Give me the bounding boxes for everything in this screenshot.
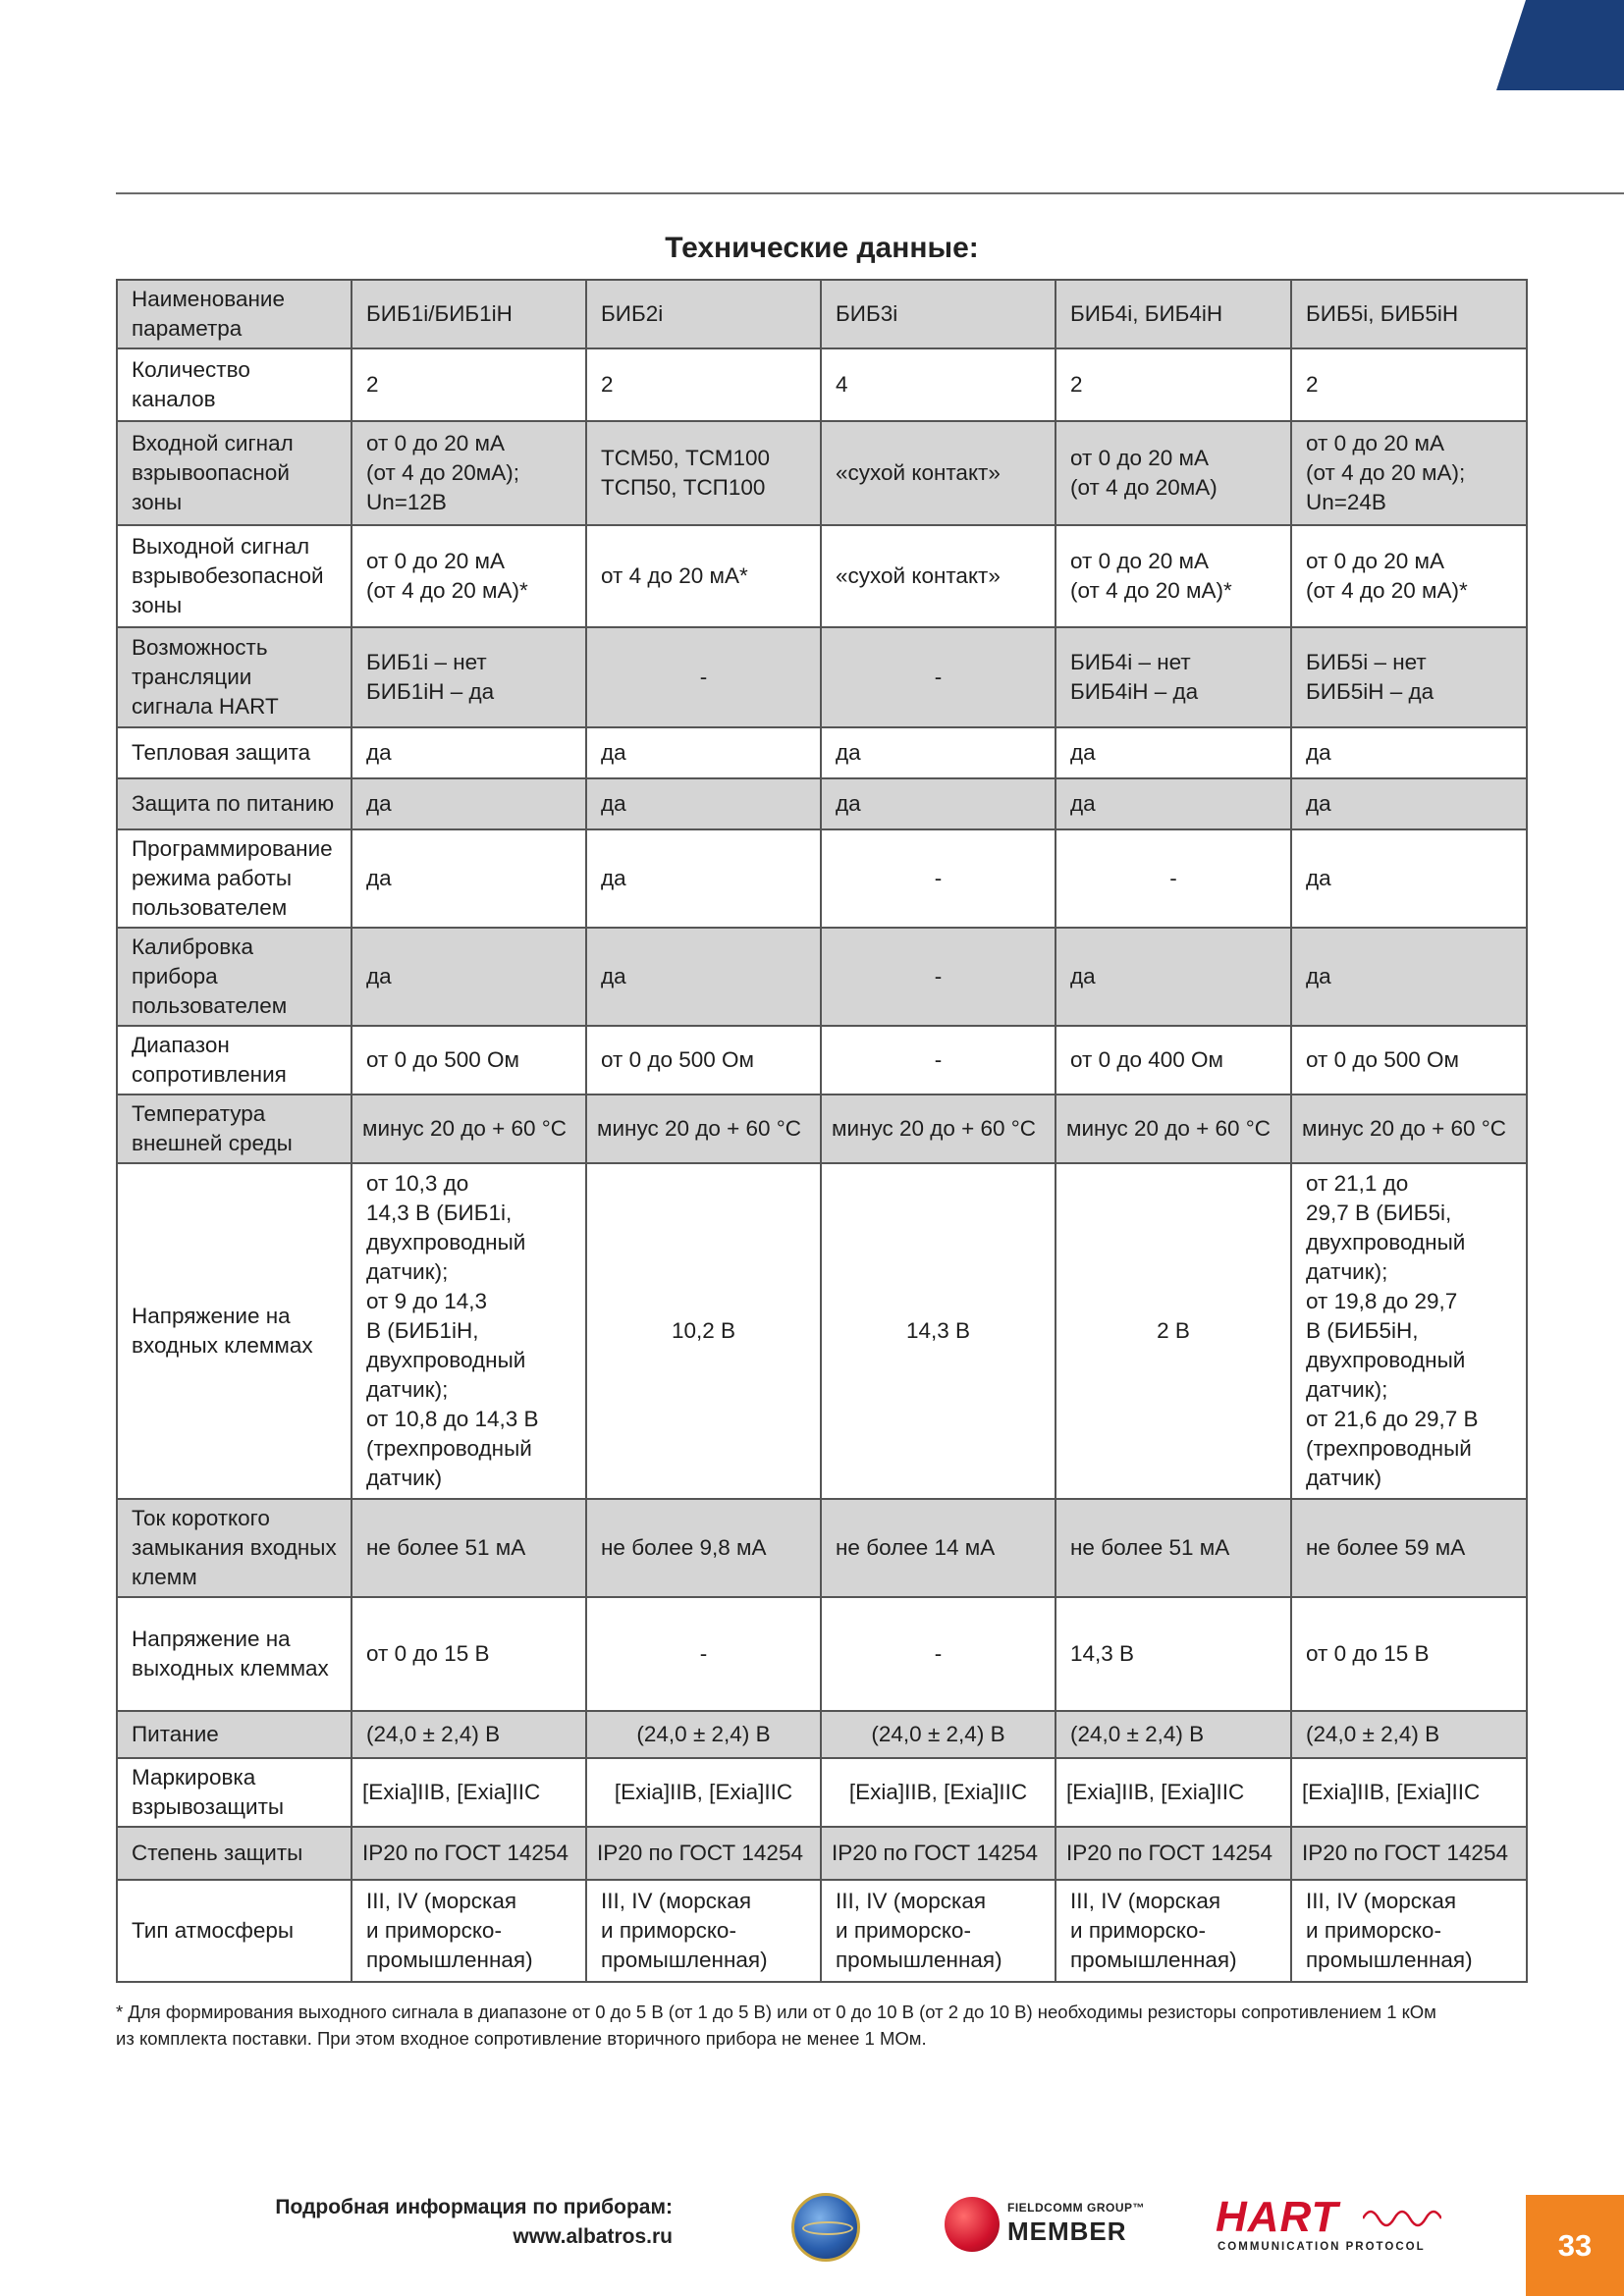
table-cell: от 0 до 20 мА (от 4 до 20 мА)* <box>1056 525 1291 627</box>
table-cell: 10,2 В <box>586 1163 821 1499</box>
footnote-line: из комплекта поставки. При этом входное сопротивление вторичного прибора не менее 1 МОм. <box>116 2028 927 2049</box>
table-cell: - <box>586 627 821 727</box>
fieldcomm-member-logo <box>945 2197 1145 2256</box>
table-cell: от 0 до 20 мА (от 4 до 20 мА); Un=24В <box>1291 421 1527 525</box>
table-cell: ТСМ50, ТСМ100 ТСП50, ТСП100 <box>586 421 821 525</box>
header-rule <box>116 192 1624 194</box>
table-cell: от 0 до 400 Ом <box>1056 1026 1291 1095</box>
table-cell: III, IV (морская и приморско- промышленная) <box>821 1880 1056 1982</box>
table-cell: БИБ5i – нет БИБ5iН – да <box>1291 627 1527 727</box>
table-cell: да <box>352 928 586 1026</box>
table-cell: IP20 по ГОСТ 14254 <box>352 1827 586 1880</box>
table-cell: от 0 до 20 мА (от 4 до 20мА); Un=12В <box>352 421 586 525</box>
table-row <box>117 1163 1527 1499</box>
table-cell: не более 14 мА <box>821 1499 1056 1597</box>
table-row <box>117 280 1527 348</box>
table-cell: да <box>821 778 1056 829</box>
table-cell: - <box>821 928 1056 1026</box>
param-name-cell: Защита по питанию <box>117 778 352 829</box>
param-name-cell: Диапазон сопротивления <box>117 1026 352 1095</box>
table-cell: да <box>1291 829 1527 928</box>
table-cell: от 0 до 15 В <box>1291 1597 1527 1711</box>
param-name-cell: Питание <box>117 1711 352 1758</box>
spec-table <box>116 279 1528 1983</box>
table-cell: 4 <box>821 348 1056 421</box>
table-row <box>117 1499 1527 1597</box>
page-title: Технические данные: <box>665 232 979 264</box>
param-name-cell: Ток короткого замыкания входных клемм <box>117 1499 352 1597</box>
table-cell: [Exia]IIB, [Exia]IIC <box>821 1758 1056 1827</box>
hart-wordmark: HART <box>1216 2193 1339 2241</box>
table-cell: да <box>586 928 821 1026</box>
param-name-cell: Напряжение на входных клеммах <box>117 1163 352 1499</box>
corner-decoration <box>1496 0 1624 90</box>
table-cell: 14,3 В <box>1056 1597 1291 1711</box>
table-cell: (24,0 ± 2,4) В <box>586 1711 821 1758</box>
table-cell: 2 В <box>1056 1163 1291 1499</box>
table-cell: да <box>1056 778 1291 829</box>
table-cell: минус 20 до + 60 °С <box>1056 1095 1291 1163</box>
info-label: Подробная информация по приборам: <box>275 2196 673 2218</box>
table-row <box>117 778 1527 829</box>
table-cell: да <box>821 727 1056 778</box>
table-cell: да <box>586 727 821 778</box>
table-cell: БИБ1i/БИБ1iН <box>352 280 586 348</box>
table-cell: от 0 до 500 Ом <box>586 1026 821 1095</box>
table-cell: не более 9,8 мА <box>586 1499 821 1597</box>
table-cell: от 4 до 20 мА* <box>586 525 821 627</box>
table-cell: - <box>821 1026 1056 1095</box>
table-row <box>117 525 1527 627</box>
table-cell: [Exia]IIB, [Exia]IIC <box>1291 1758 1527 1827</box>
table-cell: (24,0 ± 2,4) В <box>1291 1711 1527 1758</box>
table-row <box>117 1758 1527 1827</box>
table-cell: от 0 до 500 Ом <box>352 1026 586 1095</box>
table-row <box>117 928 1527 1026</box>
table-cell: от 10,3 до 14,3 В (БИБ1i, двухпроводный датчик); от 9 до 14,3 В (БИБ1iН, двухпроводный датчик); от 10,8 до 14,3 В (трехпроводный датчик) <box>352 1163 586 1499</box>
hart-subtitle: COMMUNICATION PROTOCOL <box>1218 2241 1426 2253</box>
table-cell: да <box>1291 928 1527 1026</box>
table-cell: III, IV (морская и приморско- промышленная) <box>1056 1880 1291 1982</box>
table-cell: минус 20 до + 60 °С <box>352 1095 586 1163</box>
table-cell: 2 <box>586 348 821 421</box>
table-cell: 2 <box>1291 348 1527 421</box>
table-row <box>117 829 1527 928</box>
table-cell: (24,0 ± 2,4) В <box>1056 1711 1291 1758</box>
hart-wave-icon <box>1363 2201 1441 2236</box>
table-cell: БИБ5i, БИБ5iН <box>1291 280 1527 348</box>
table-cell: от 0 до 20 мА (от 4 до 20мА) <box>1056 421 1291 525</box>
table-cell: IP20 по ГОСТ 14254 <box>821 1827 1056 1880</box>
footnote-line: * Для формирования выходного сигнала в диапазоне от 0 до 5 В (от 1 до 5 В) или от 0 до 10 В (от 2 до 10 В) необходимы резисторы сопротивлением 1 кОм <box>116 2002 1436 2022</box>
globe-logo-icon <box>791 2193 860 2262</box>
table-cell: [Exia]IIB, [Exia]IIC <box>586 1758 821 1827</box>
table-cell: «сухой контакт» <box>821 421 1056 525</box>
table-cell: да <box>1291 778 1527 829</box>
table-cell: III, IV (морская и приморско- промышленная) <box>586 1880 821 1982</box>
table-row <box>117 1880 1527 1982</box>
table-cell: от 0 до 500 Ом <box>1291 1026 1527 1095</box>
table-cell: от 0 до 20 мА (от 4 до 20 мА)* <box>1291 525 1527 627</box>
table-row <box>117 1827 1527 1880</box>
param-name-cell: Количество каналов <box>117 348 352 421</box>
table-cell: IP20 по ГОСТ 14254 <box>1291 1827 1527 1880</box>
param-name-cell: Программирование режима работы пользователем <box>117 829 352 928</box>
table-cell: БИБ4i – нет БИБ4iН – да <box>1056 627 1291 727</box>
param-name-cell: Входной сигнал взрывоопасной зоны <box>117 421 352 525</box>
table-cell: III, IV (морская и приморско- промышленная) <box>1291 1880 1527 1982</box>
table-row <box>117 421 1527 525</box>
table-cell: БИБ2i <box>586 280 821 348</box>
param-name-cell: Маркировка взрывозащиты <box>117 1758 352 1827</box>
hart-logo <box>1216 2195 1441 2258</box>
table-cell: IP20 по ГОСТ 14254 <box>1056 1827 1291 1880</box>
table-cell: БИБ4i, БИБ4iН <box>1056 280 1291 348</box>
table-cell: да <box>586 829 821 928</box>
param-name-cell: Температура внешней среды <box>117 1095 352 1163</box>
table-cell: IP20 по ГОСТ 14254 <box>586 1827 821 1880</box>
table-row <box>117 1095 1527 1163</box>
table-row <box>117 627 1527 727</box>
table-row <box>117 348 1527 421</box>
table-cell: 2 <box>1056 348 1291 421</box>
footer-info <box>196 2193 673 2252</box>
table-cell: не более 51 мА <box>352 1499 586 1597</box>
table-cell: - <box>1056 829 1291 928</box>
table-row <box>117 1597 1527 1711</box>
table-cell: минус 20 до + 60 °С <box>586 1095 821 1163</box>
table-cell: 14,3 В <box>821 1163 1056 1499</box>
table-row <box>117 727 1527 778</box>
fieldcomm-group-label: FIELDCOMM GROUP™ <box>1007 2201 1145 2215</box>
param-name-cell: Наименование параметра <box>117 280 352 348</box>
footnote <box>116 1999 1490 2052</box>
table-cell: - <box>821 829 1056 928</box>
param-name-cell: Тепловая защита <box>117 727 352 778</box>
param-name-cell: Степень защиты <box>117 1827 352 1880</box>
table-cell: да <box>352 829 586 928</box>
param-name-cell: Возможность трансляции сигнала HART <box>117 627 352 727</box>
table-cell: не более 51 мА <box>1056 1499 1291 1597</box>
table-cell: да <box>352 778 586 829</box>
fieldcomm-ball-icon <box>945 2197 1000 2252</box>
table-cell: от 0 до 20 мА (от 4 до 20 мА)* <box>352 525 586 627</box>
website-link[interactable]: www.albatros.ru <box>513 2225 673 2248</box>
table-cell: БИБ3i <box>821 280 1056 348</box>
table-cell: да <box>1056 727 1291 778</box>
table-row <box>117 1026 1527 1095</box>
table-cell: - <box>821 1597 1056 1711</box>
table-cell: [Exia]IIB, [Exia]IIC <box>352 1758 586 1827</box>
table-cell: минус 20 до + 60 °С <box>1291 1095 1527 1163</box>
param-name-cell: Тип атмосферы <box>117 1880 352 1982</box>
page-number: 33 <box>1557 2228 1593 2263</box>
table-cell: от 0 до 15 В <box>352 1597 586 1711</box>
table-cell: да <box>1291 727 1527 778</box>
param-name-cell: Выходной сигнал взрывобезопасной зоны <box>117 525 352 627</box>
table-cell: минус 20 до + 60 °С <box>821 1095 1056 1163</box>
table-cell: да <box>1056 928 1291 1026</box>
member-label: MEMBER <box>1007 2216 1127 2246</box>
table-cell: - <box>821 627 1056 727</box>
table-cell: от 21,1 до 29,7 В (БИБ5i, двухпроводный датчик); от 19,8 до 29,7 В (БИБ5iН, двухпроводный датчик); от 21,6 до 29,7 В (трехпроводный датчик) <box>1291 1163 1527 1499</box>
param-name-cell: Калибровка прибора пользователем <box>117 928 352 1026</box>
table-cell: (24,0 ± 2,4) В <box>821 1711 1056 1758</box>
table-cell: - <box>586 1597 821 1711</box>
table-row <box>117 1711 1527 1758</box>
table-cell: «сухой контакт» <box>821 525 1056 627</box>
param-name-cell: Напряжение на выходных клеммах <box>117 1597 352 1711</box>
table-cell: (24,0 ± 2,4) В <box>352 1711 586 1758</box>
table-cell: не более 59 мА <box>1291 1499 1527 1597</box>
table-cell: да <box>586 778 821 829</box>
table-cell: III, IV (морская и приморско- промышленная) <box>352 1880 586 1982</box>
table-cell: 2 <box>352 348 586 421</box>
table-cell: БИБ1i – нет БИБ1iН – да <box>352 627 586 727</box>
table-cell: да <box>352 727 586 778</box>
table-cell: [Exia]IIB, [Exia]IIC <box>1056 1758 1291 1827</box>
